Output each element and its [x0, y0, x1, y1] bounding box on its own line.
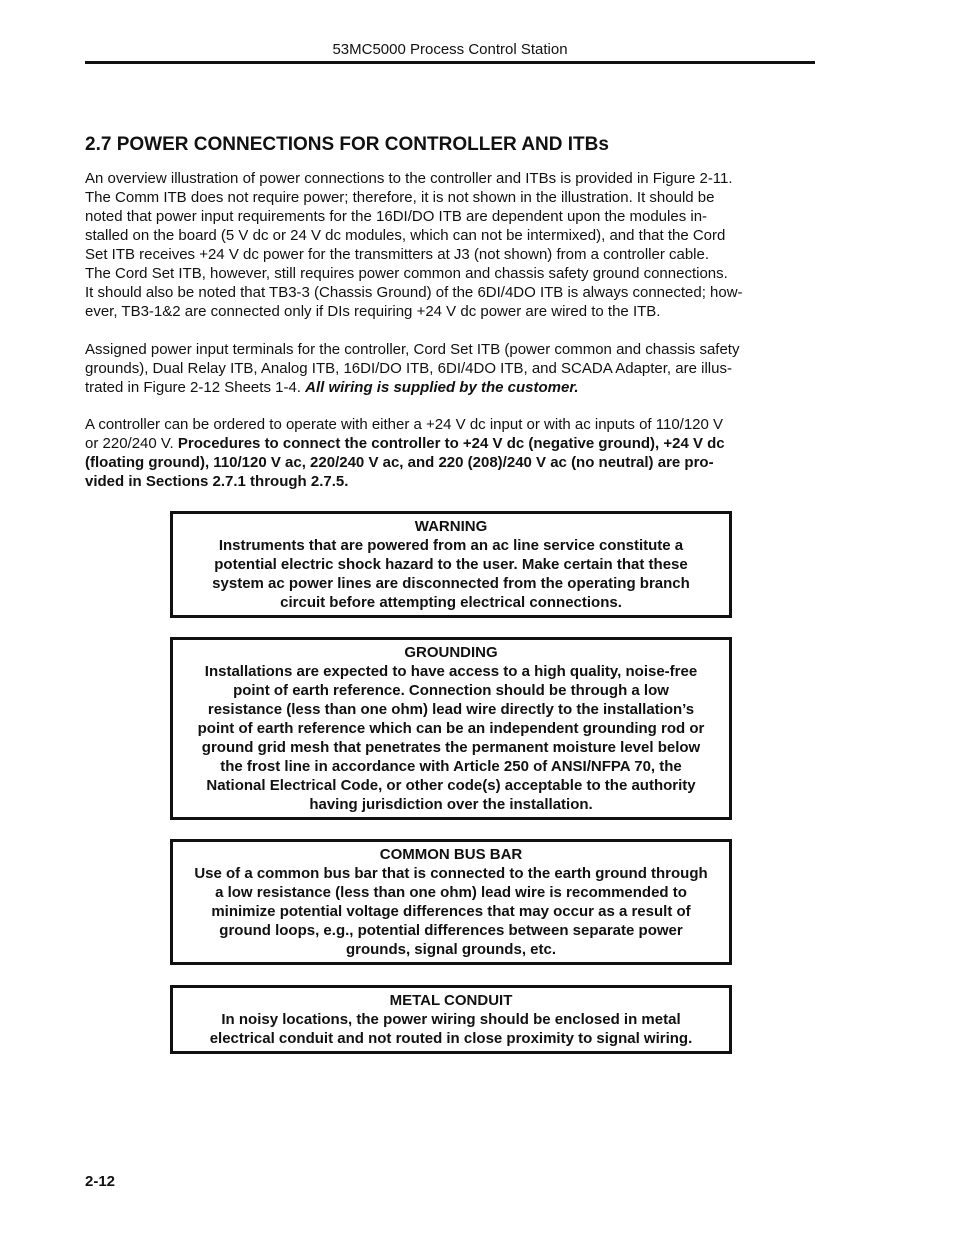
metal-conduit-heading: METAL CONDUIT [389, 992, 513, 1009]
notice-line: ground loops, e.g., potential differences between separate power [219, 922, 683, 939]
notice-line: potential electric shock hazard to the user. Make certain that these [214, 556, 688, 573]
notice-line: resistance (less than one ohm) lead wire directly to the installation’s [207, 701, 695, 718]
section-title: 2.7 POWER CONNECTIONS FOR CONTROLLER AND ITBs [85, 134, 609, 155]
notice-line: grounds, signal grounds, etc. [345, 941, 556, 958]
terminals-paragraph [85, 340, 815, 397]
grounding-notice [170, 637, 732, 820]
notice-line: Installations are expected to have access to a high quality, noise-free [204, 663, 698, 680]
notice-line: minimize potential voltage differences that may occur as a result of [211, 903, 691, 920]
paragraph-line: grounds), Dual Relay ITB, Analog ITB, 16DI/DO ITB, 6DI/4DO ITB, and SCADA Adapter, are illus- [85, 360, 732, 377]
notice-line: point of earth reference. Connection should be through a low [233, 682, 669, 699]
paragraph-line: Assigned power input terminals for the controller, Cord Set ITB (power common and chassis safety [85, 341, 740, 358]
common-bus-bar-heading: COMMON BUS BAR [379, 846, 523, 863]
procedures-paragraph [85, 415, 815, 491]
notice-line: Use of a common bus bar that is connected to the earth ground through [194, 865, 708, 882]
paragraph-line: ever, TB3-1&2 are connected only if DIs requiring +24 V dc power are wired to the ITB. [85, 303, 661, 320]
notice-line: point of earth reference which can be an independent grounding rod or [197, 720, 705, 737]
grounding-heading: GROUNDING [404, 644, 498, 661]
paragraph-line: noted that power input requirements for the 16DI/DO ITB are dependent upon the modules in- [85, 208, 708, 225]
header-rule [85, 61, 815, 64]
page-number: 2-12 [85, 1173, 116, 1190]
paragraph-text: or 220/240 V. [85, 435, 178, 452]
notice-line: having jurisdiction over the installation. [309, 796, 593, 813]
notice-line: system ac power lines are disconnected from the operating branch [212, 575, 690, 592]
notice-line: electrical conduit and not routed in close proximity to signal wiring. [209, 1030, 693, 1047]
warning-notice [170, 511, 732, 618]
procedures-emphasis-line: (floating ground), 110/120 V ac, 220/240 V ac, and 220 (208)/240 V ac (no neutral) are pro- [85, 454, 714, 471]
warning-heading: WARNING [414, 518, 488, 535]
wiring-emphasis: All wiring is supplied by the customer. [305, 379, 579, 396]
paragraph-line: A controller can be ordered to operate with either a +24 V dc input or with ac inputs of 110/120 V [85, 416, 724, 433]
paragraph-line: Set ITB receives +24 V dc power for the transmitters at J3 (not shown) from a controller cable. [85, 246, 710, 263]
paragraph-line: It should also be noted that TB3-3 (Chassis Ground) of the 6DI/4DO ITB is always connected; how- [85, 284, 743, 301]
overview-paragraph [85, 169, 815, 321]
notice-line: circuit before attempting electrical connections. [280, 594, 622, 611]
paragraph-line: stalled on the board (5 V dc or 24 V dc modules, which can not be intermixed), and that the Cord [85, 227, 726, 244]
procedures-emphasis-line: vided in Sections 2.7.1 through 2.7.5. [85, 473, 349, 490]
paragraph-line: The Comm ITB does not require power; therefore, it is not shown in the illustration. It should be [85, 189, 715, 206]
notice-line: Instruments that are powered from an ac line service constitute a [218, 537, 684, 554]
paragraph-line [85, 378, 815, 397]
procedures-emphasis: Procedures to connect the controller to +24 V dc (negative ground), +24 V dc [177, 435, 725, 452]
paragraph-text: trated in Figure 2-12 Sheets 1-4. [85, 379, 306, 396]
paragraph-line [85, 434, 815, 453]
notice-line: In noisy locations, the power wiring should be enclosed in metal [221, 1011, 681, 1028]
notice-line: a low resistance (less than one ohm) lead wire is recommended to [215, 884, 687, 901]
notice-line: ground grid mesh that penetrates the permanent moisture level below [201, 739, 701, 756]
common-bus-bar-notice [170, 839, 732, 965]
paragraph-line: An overview illustration of power connections to the controller and ITBs is provided in Figure 2-11. [85, 170, 733, 187]
notice-line: the frost line in accordance with Article 250 of ANSI/NFPA 70, the [220, 758, 682, 775]
running-header: 53MC5000 Process Control Station [332, 41, 568, 58]
paragraph-line: The Cord Set ITB, however, still requires power common and chassis safety ground connections. [85, 265, 728, 282]
notice-line: National Electrical Code, or other code(s) acceptable to the authority [206, 777, 696, 794]
metal-conduit-notice [170, 985, 732, 1054]
